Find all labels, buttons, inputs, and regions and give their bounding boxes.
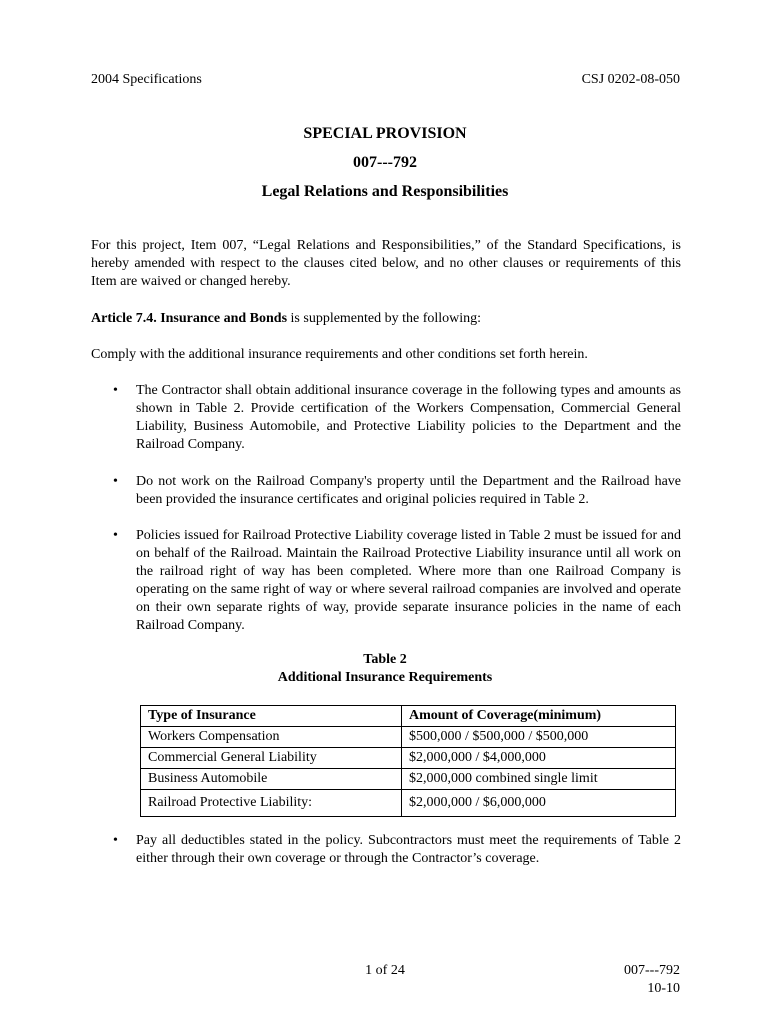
table-caption-number: Table 2 [363,652,407,667]
table-cell: Railroad Protective Liability: [141,790,402,817]
bullet-list [91,382,681,454]
bullet-icon: • [113,528,118,543]
table-caption-title: Additional Insurance Requirements [277,670,493,685]
table-row [141,748,676,769]
table-cell: Workers Compensation [141,727,402,748]
table-cell: $500,000 / $500,000 / $500,000 [402,727,676,748]
provision-number: 007---792 [353,154,417,171]
table-header-row [141,706,676,727]
table-cell: $2,000,000 / $6,000,000 [402,790,676,817]
header-right: CSJ 0202-08-050 [581,72,680,87]
provision-subtitle: Legal Relations and Responsibilities [261,183,509,200]
table-row [141,727,676,748]
table-row [141,769,676,790]
list-item [91,382,681,454]
header-left: 2004 Specifications [91,72,202,87]
article-paragraph [91,310,681,328]
page-title: SPECIAL PROVISION [303,125,467,142]
bullet-icon: • [113,383,118,398]
column-header-type: Type of Insurance [141,706,402,727]
table-row [141,790,676,817]
footer-code: 007---792 [624,963,680,978]
footer-right [624,962,680,998]
article-heading: Article 7.4. Insurance and Bonds [91,311,288,326]
list-item-text: Policies issued for Railroad Protective Liability coverage listed in Table 2 must be issued for and on behalf of the Railroad. Maintain the Railroad Protective Liability insurance until all work on the railroad right of way has been completed. Where more than one Railroad Company is operating on the same right of way or where several railroad companies are involved and operate on their own separate rights of way, provide separate insurance policies in the name of each Railroad Company. [136,528,681,633]
list-item [91,527,681,635]
list-item [91,832,681,868]
table-cell: $2,000,000 / $4,000,000 [402,748,676,769]
comply-paragraph: Comply with the additional insurance requirements and other conditions set forth herein. [91,347,588,362]
table-cell: Business Automobile [141,769,402,790]
list-item-text: Do not work on the Railroad Company's property until the Department and the Railroad have been provided the insurance certificates and original policies required in Table 2. [136,474,681,507]
article-text: is supplemented by the following: [287,311,482,326]
bullet-icon: • [113,833,118,848]
column-header-amount: Amount of Coverage(minimum) [402,706,676,727]
footer-date: 10-10 [647,981,680,996]
list-item [91,473,681,509]
list-item-text: Pay all deductibles stated in the policy. Subcontractors must meet the requirements of Table 2 either through their own coverage or through the Contractor’s coverage. [136,833,681,866]
table-cell: $2,000,000 combined single limit [402,769,676,790]
intro-paragraph: For this project, Item 007, “Legal Relations and Responsibilities,” of the Standard Specifications, is hereby amended with respect to the clauses cited below, and no other clauses or requirements of this Item are waived or changed hereby. [91,238,681,289]
bullet-list [91,473,681,509]
page-number: 1 of 24 [365,963,405,978]
table-cell: Commercial General Liability [141,748,402,769]
bullet-list [91,832,681,868]
insurance-table [140,705,676,817]
bullet-icon: • [113,474,118,489]
list-item-text: The Contractor shall obtain additional insurance coverage in the following types and amounts as shown in Table 2. Provide certification of the Workers Compensation, Commercial General Liability, Business Automobile, and Protective Liability policies to the Department and the Railroad Company. [136,383,681,452]
bullet-list [91,527,681,635]
